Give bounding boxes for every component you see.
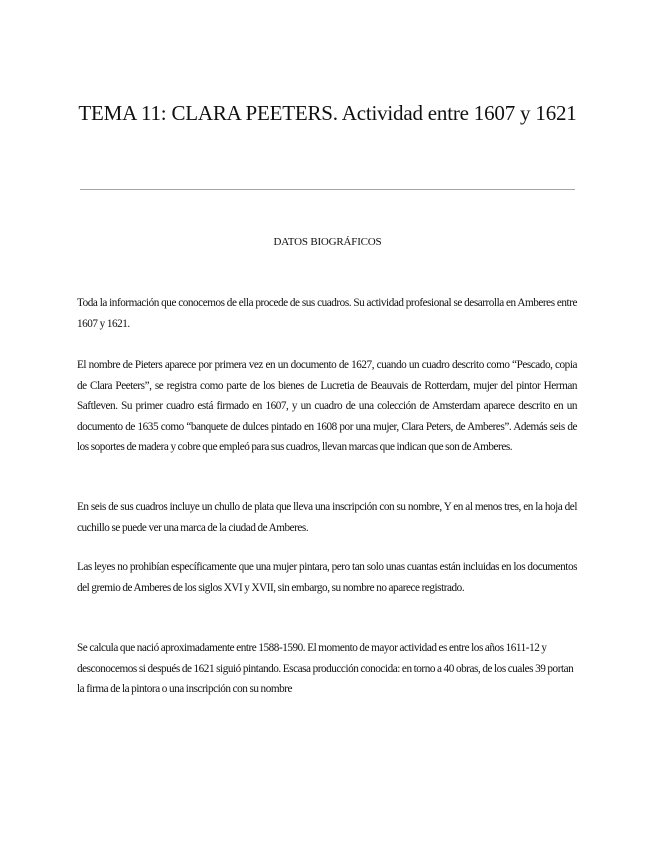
paragraph-3: En seis de sus cuadros incluye un chullo de plata que lleva una inscripción con su nombre, Y en al menos tres, en la hoja del cuchillo se puede ver una marca de la ciudad de Amberes.: [77, 501, 577, 534]
paragraph-4: Las leyes no prohibían específicamente que una mujer pintara, pero tan solo unas cuantas están incluidas en los documentos del gremio de Amberes de los siglos XVI y XVII, sin embargo, su nombre no aparece registrado.: [77, 561, 577, 594]
document-title: TEMA 11: CLARA PEETERS. Actividad entre 1607 y 1621: [78, 101, 577, 125]
paragraph-1: Toda la información que conocemos de ella procede de sus cuadros. Su actividad profesional se desarrolla en Amberes entre 1607 y 1621.: [77, 297, 577, 330]
section-heading: DATOS BIOGRÁFICOS: [273, 236, 382, 248]
paragraph-2: El nombre de Pieters aparece por primera vez en un documento de 1627, cuando un cuadro descrito como “Pescado, copia de Clara Peeters”, se registra como parte de los bienes de Lucretia de Beauvais de Rotterdam, mujer del pintor Herman Saftleven. Su primer cuadro está firmado en 1607, y un cuadro de una colección de Amsterdam aparece descrito en un documento de 1635 como “banquete de dulces pintado en 1608 por una mujer, Clara Peters, de Amberes”. Además seis de los soportes de madera y cobre que empleó para sus cuadros, llevan marcas que indican que son de Amberes.: [77, 359, 577, 454]
title-divider: [80, 189, 575, 190]
paragraph-5: Se calcula que nació aproximadamente entre 1588-1590. El momento de mayor actividad es entre los años 1611-12 y desconocemos si después de 1621 siguió pintando. Escasa producción conocida: en torno a 40 obras, de los cuales 39 portan la firma de la pintora o una inscripción con su nombre: [77, 642, 574, 696]
